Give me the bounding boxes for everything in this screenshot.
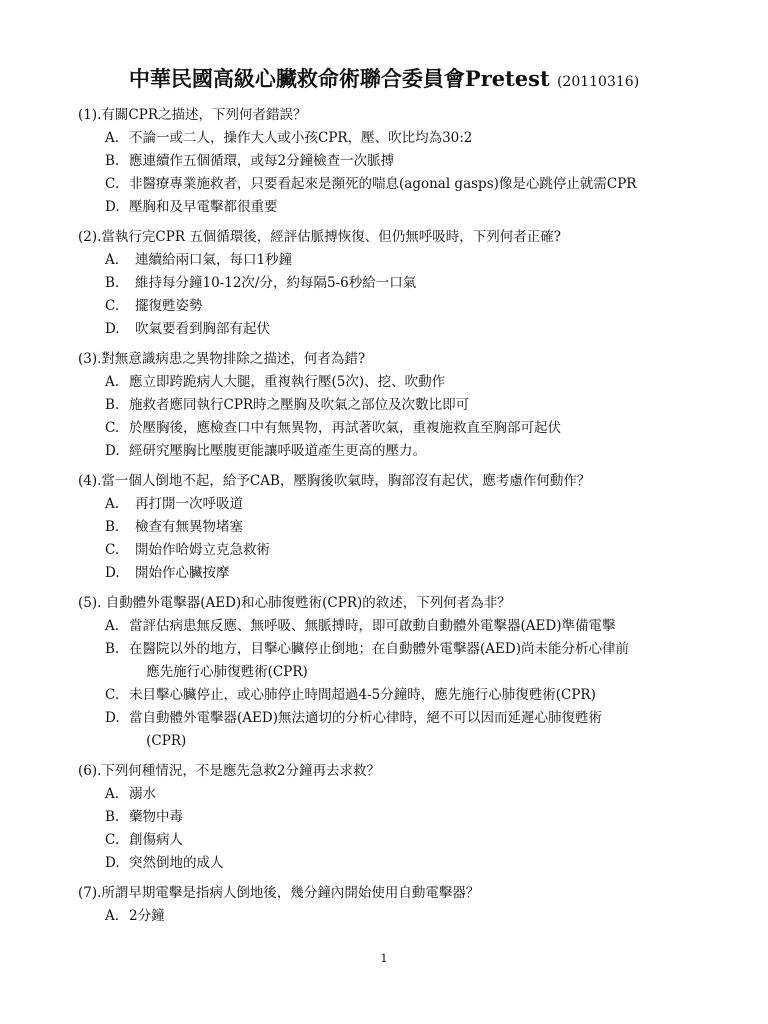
option-text: 經研究壓胸比壓腹更能讓呼吸道產生更高的壓力。 <box>129 443 426 459</box>
option-c <box>78 173 718 196</box>
option-letter: B. <box>105 809 120 825</box>
option-text: 在醫院以外的地方，目擊心臟停止倒地；在自動體外電擊器(AED)尚未能分析心律前 應先施行心肺復甦術(CPR) <box>129 641 629 680</box>
option-letter: C. <box>105 542 120 558</box>
option-letter: A. <box>105 374 120 390</box>
option-c <box>78 829 718 852</box>
option-c <box>78 295 718 318</box>
option-text: 突然倒地的成人 <box>129 855 224 871</box>
option-text: 藥物中毒 <box>129 809 183 825</box>
option-text: 連續給兩口氣，每口1秒鐘 <box>135 252 293 268</box>
option-b <box>78 806 718 829</box>
option-d <box>78 318 718 341</box>
question-3 <box>78 348 718 463</box>
option-letter: D. <box>105 565 120 581</box>
option-letter: C. <box>105 832 120 848</box>
question-text: (5). 自動體外電擊器(AED)和心肺復甦術(CPR)的敘述，下列何者為非？ <box>78 595 511 611</box>
option-d <box>78 707 718 753</box>
option-letter: D. <box>105 321 120 337</box>
question-text: (4).當一個人倒地不起，給予CAB，壓胸後吹氣時，胸部沒有起伏，應考慮作何動作？ <box>78 473 591 489</box>
option-letter: C. <box>105 687 120 703</box>
option-text: 擺復甦姿勢 <box>135 298 203 314</box>
question-5 <box>78 592 718 753</box>
option-text: 於壓胸後，應檢查口中有無異物，再試著吹氣，重複施救直至胸部可起伏 <box>129 420 561 436</box>
option-text: 施救者應同執行CPR時之壓胸及吹氣之部位及次數比即可 <box>129 397 470 413</box>
option-letter: A. <box>105 252 120 268</box>
option-a <box>78 249 718 272</box>
option-letter: D. <box>105 710 120 726</box>
option-letter: C. <box>105 298 120 314</box>
option-d <box>78 852 718 875</box>
question-text: (2).當執行完CPR 五個循環後，經評估脈搏恢復、但仍無呼吸時，下列何者正確? <box>78 229 562 245</box>
option-text: 壓胸和及早電擊都很重要 <box>129 199 278 215</box>
option-letter: D. <box>105 443 120 459</box>
option-letter: C. <box>105 176 120 192</box>
question-text: (1).有關CPR之描述，下列何者錯誤？ <box>78 107 307 123</box>
option-letter: A. <box>105 618 120 634</box>
option-a <box>78 127 718 150</box>
option-a <box>78 371 718 394</box>
option-text: 開始作心臟按摩 <box>135 565 230 581</box>
option-text: 創傷病人 <box>129 832 183 848</box>
option-c <box>78 417 718 440</box>
option-b <box>78 516 718 539</box>
question-7 <box>78 882 718 928</box>
question-text: (6).下列何種情況，不是應先急救2分鐘再去求救？ <box>78 763 381 779</box>
option-text: 維持每分鐘10-12次/分，約每隔5-6秒給一口氣 <box>135 275 417 291</box>
option-d <box>78 440 718 463</box>
option-d <box>78 562 718 585</box>
option-text: 當評估病患無反應、無呼吸、無脈搏時，即可啟動自動體外電擊器(AED)準備電擊 <box>129 618 616 634</box>
option-letter: A. <box>105 908 120 924</box>
option-letter: B. <box>105 397 120 413</box>
option-letter: A. <box>105 786 120 802</box>
option-text: 2分鐘 <box>129 908 165 924</box>
question-4 <box>78 470 718 585</box>
option-b <box>78 394 718 417</box>
question-1 <box>78 104 718 219</box>
question-list <box>78 104 718 935</box>
option-text: 應立即跨跪病人大腿，重複執行壓(5次)、挖、吹動作 <box>129 374 446 390</box>
option-c <box>78 684 718 707</box>
option-text: 檢查有無異物堵塞 <box>135 519 243 535</box>
option-d <box>78 196 718 219</box>
question-6 <box>78 760 718 875</box>
title-text: 中華民國高級心臟救命術聯合委員會Pretest <box>128 66 550 91</box>
option-letter: B. <box>105 519 120 535</box>
option-b <box>78 272 718 295</box>
option-a <box>78 615 718 638</box>
option-b <box>78 150 718 173</box>
option-text: 吹氣要看到胸部有起伏 <box>135 321 270 337</box>
option-text: 不論一或二人，操作大人或小孩CPR，壓、吹比均為30:2 <box>129 130 473 146</box>
title-date: (20110316) <box>556 74 640 90</box>
document-title <box>0 64 768 97</box>
option-text: 當自動體外電擊器(AED)無法適切的分析心律時，絕不可以因而延遲心肺復甦術 (CPR) <box>129 710 602 749</box>
option-text: 應連續作五個循環，或每2分鐘檢查一次脈搏 <box>129 153 395 169</box>
option-letter: B. <box>105 641 120 657</box>
option-letter: B. <box>105 275 120 291</box>
option-text: 再打開一次呼吸道 <box>135 496 243 512</box>
option-text: 溺水 <box>129 786 156 802</box>
option-letter: D. <box>105 855 120 871</box>
question-text: (7).所謂早期電擊是指病人倒地後，幾分鐘內開始使用自動電擊器？ <box>78 885 480 901</box>
option-letter: A. <box>105 496 120 512</box>
question-text: (3).對無意識病患之異物排除之描述，何者為錯? <box>78 351 366 367</box>
option-letter: B. <box>105 153 120 169</box>
question-2 <box>78 226 718 341</box>
option-text: 非醫療專業施救者，只要看起來是瀕死的喘息(agonal gasps)像是心跳停止就需CPR <box>129 176 637 192</box>
option-letter: D. <box>105 199 120 215</box>
option-text: 未目擊心臟停止，或心肺停止時間超過4-5分鐘時，應先施行心肺復甦術(CPR) <box>129 687 596 703</box>
option-a <box>78 783 718 806</box>
option-b <box>78 638 718 684</box>
option-a <box>78 905 718 928</box>
page-number: 1 <box>380 952 388 965</box>
option-text: 開始作哈姆立克急救術 <box>135 542 270 558</box>
option-letter: C. <box>105 420 120 436</box>
option-c <box>78 539 718 562</box>
option-a <box>78 493 718 516</box>
option-letter: A. <box>105 130 120 146</box>
